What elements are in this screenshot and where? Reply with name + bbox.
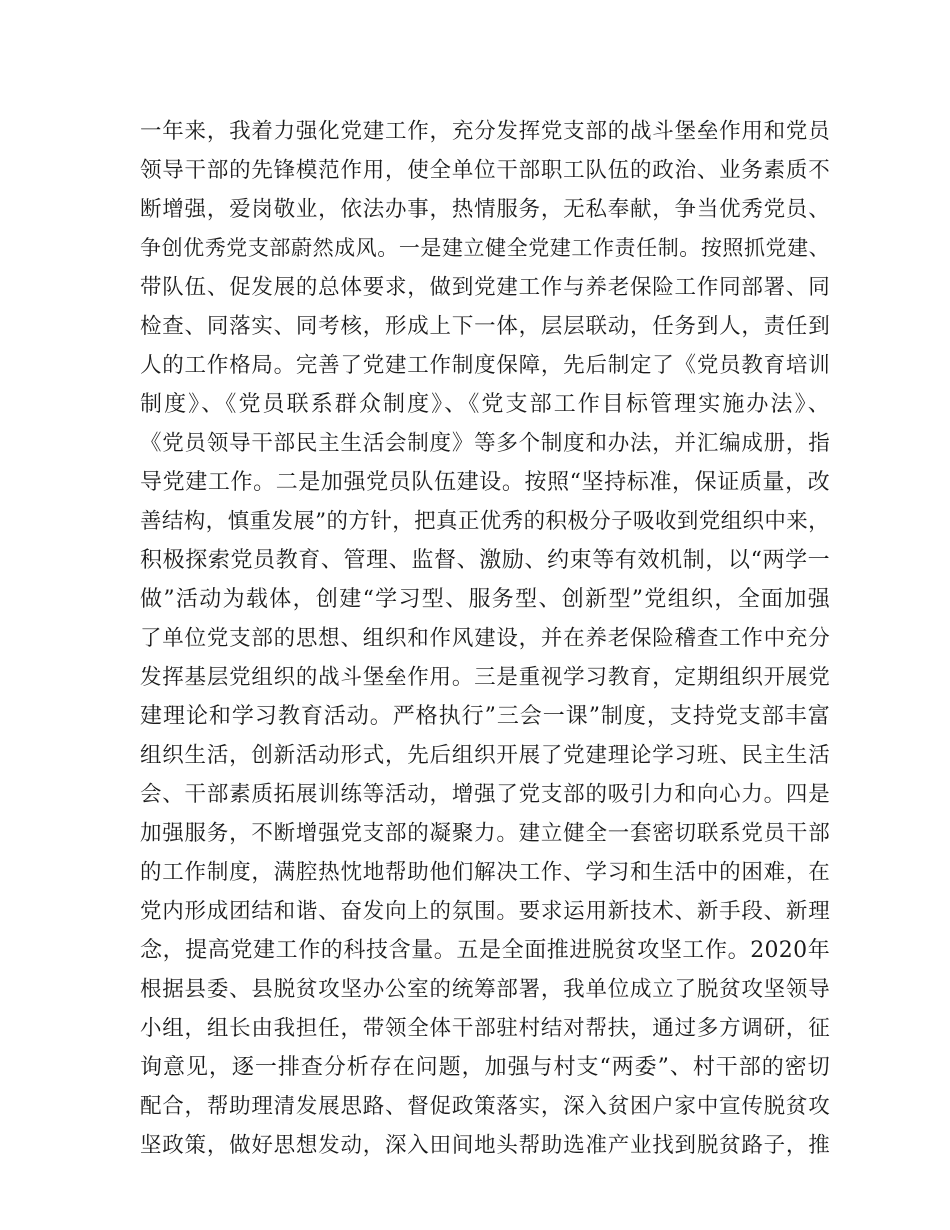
text-line: 念，提高党建工作的科技含量。五是全面推进脱贫攻坚工作。2020年 <box>140 938 830 963</box>
text-line: 了单位党支部的思想、组织和作风建设，并在养老保险稽查工作中充分 <box>140 626 830 651</box>
text-line: 配合，帮助理清发展思路、督促政策落实，深入贫困户家中宣传脱贫攻 <box>140 1094 830 1119</box>
text-line: 做”活动为载体，创建“学习型、服务型、创新型”党组织，全面加强 <box>140 587 830 612</box>
text-line: 根据县委、县脱贫攻坚办公室的统筹部署，我单位成立了脱贫攻坚领导 <box>140 977 830 1002</box>
text-line: 人的工作格局。完善了党建工作制度保障，先后制定了《党员教育培训 <box>140 353 830 378</box>
text-line: 争创优秀党支部蔚然成风。一是建立健全党建工作责任制。按照抓党建、 <box>140 236 830 260</box>
text-line: 组织生活，创新活动形式，先后组织开展了党建理论学习班、民主生活 <box>140 743 830 768</box>
text-line: 带队伍、促发展的总体要求，做到党建工作与养老保险工作同部署、同 <box>140 275 830 300</box>
text-line: 一年来，我着力强化党建工作，充分发挥党支部的战斗堡垒作用和党员 <box>140 119 830 144</box>
text-line: 询意见，逐一排查分析存在问题，加强与村支“两委”、村干部的密切 <box>140 1055 830 1080</box>
text-line: 《党员领导干部民主生活会制度》等多个制度和办法，并汇编成册，指 <box>140 431 830 456</box>
text-line: 制度》、《党员联系群众制度》、《党支部工作目标管理实施办法》、 <box>140 392 830 417</box>
text-line: 加强服务，不断增强党支部的凝聚力。建立健全一套密切联系党员干部 <box>140 821 830 846</box>
text-line: 的工作制度，满腔热忱地帮助他们解决工作、学习和生活中的困难，在 <box>140 860 830 885</box>
text-line: 会、干部素质拓展训练等活动，增强了党支部的吸引力和向心力。四是 <box>140 782 830 807</box>
text-line: 善结构，慎重发展”的方针，把真正优秀的积极分子吸收到党组织中来， <box>140 509 830 534</box>
text-line: 坚政策，做好思想发动，深入田间地头帮助选准产业找到脱贫路子，推 <box>140 1133 830 1158</box>
text-line: 小组，组长由我担任，带领全体干部驻村结对帮扶，通过多方调研，征 <box>140 1016 830 1041</box>
text-line: 检查、同落实、同考核，形成上下一体，层层联动，任务到人，责任到 <box>140 314 830 339</box>
text-line: 党内形成团结和谐、奋发向上的氛围。要求运用新技术、新手段、新理 <box>140 899 830 924</box>
text-line: 领导干部的先锋模范作用，使全单位干部职工队伍的政治、业务素质不 <box>140 158 830 183</box>
text-line: 断增强，爱岗敬业，依法办事，热情服务，无私奉献，争当优秀党员、 <box>140 197 830 222</box>
text-line: 建理论和学习教育活动。严格执行”三会一课”制度，支持党支部丰富 <box>140 704 830 729</box>
text-line: 导党建工作。二是加强党员队伍建设。按照“坚持标准，保证质量，改 <box>140 470 830 495</box>
text-line: 积极探索党员教育、管理、监督、激励、约束等有效机制，以“两学一 <box>140 548 830 573</box>
body-paragraph <box>140 112 830 1165</box>
text-line: 发挥基层党组织的战斗堡垒作用。三是重视学习教育，定期组织开展党 <box>140 665 830 690</box>
